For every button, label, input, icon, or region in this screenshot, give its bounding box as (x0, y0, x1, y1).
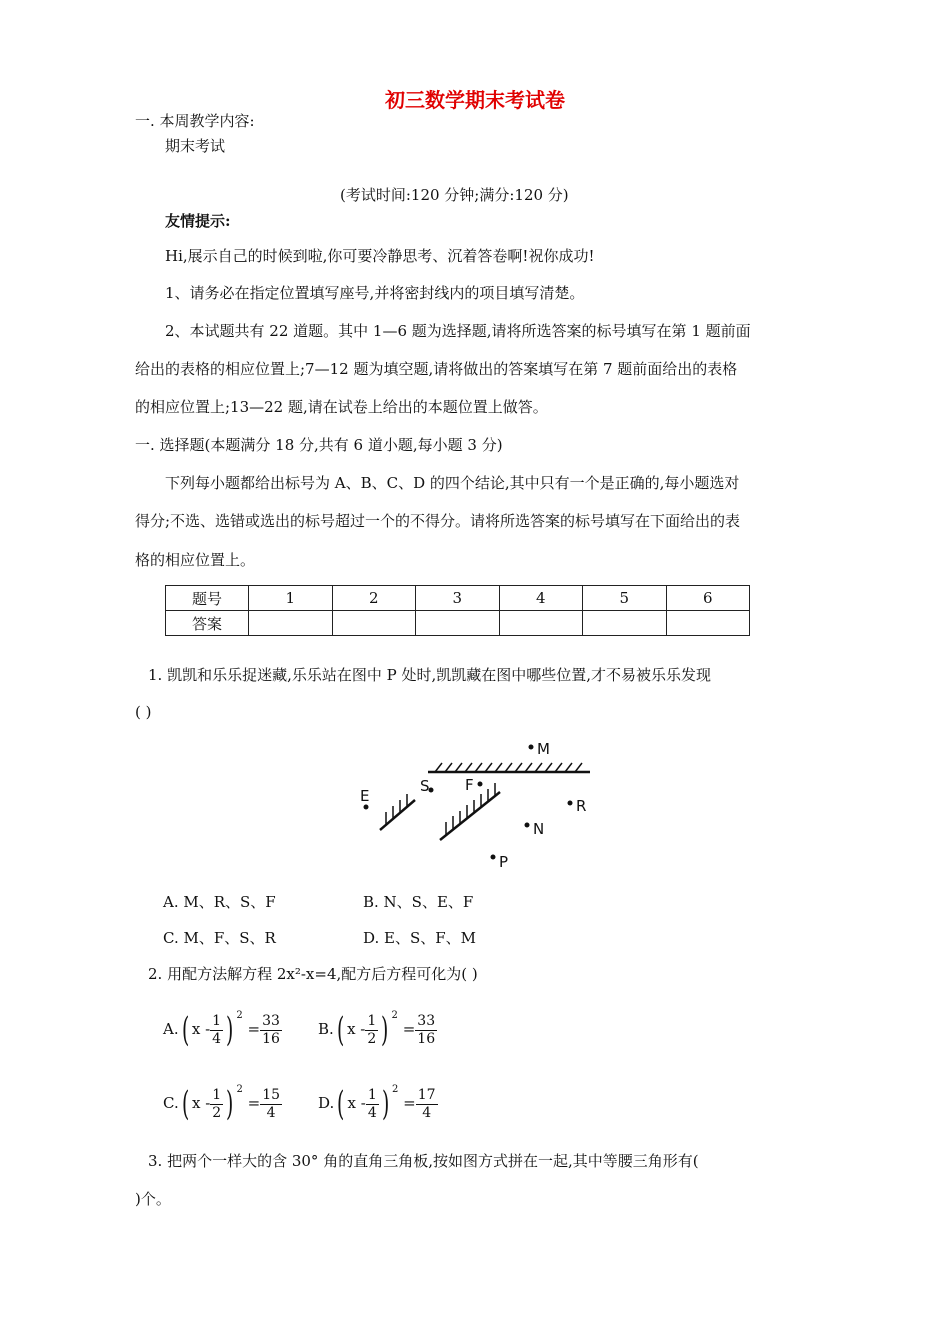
point-label: P (499, 853, 509, 871)
section-heading: 一. 选择题(本题满分 18 分,共有 6 道小题,每小题 3 分) (135, 436, 503, 454)
paren: ) (226, 1084, 234, 1124)
page-title: 初三数学期末考试卷 (385, 88, 565, 112)
intro-heading: 一. 本周教学内容: (135, 112, 255, 130)
answer-cell[interactable] (332, 611, 416, 636)
table-row (166, 611, 750, 636)
table-row (166, 586, 750, 611)
expr: x - (347, 1020, 366, 1038)
option-label: D. (318, 1094, 335, 1112)
point-label: S (420, 777, 430, 795)
fraction: $\frac{1}{4}$ (367, 1086, 377, 1121)
paren: ( (181, 1010, 189, 1050)
answer-cell[interactable] (249, 611, 333, 636)
paren: ) (226, 1010, 234, 1050)
option-label: C. (163, 1094, 179, 1112)
tips-line: 2、本试题共有 22 道题。其中 1—6 题为选择题,请将所选答案的标号填写在第 1 题前面 (165, 322, 751, 340)
fraction: $\frac{1}{4}$ (212, 1012, 222, 1047)
table-cell: 6 (666, 586, 750, 611)
expr: x - (191, 1094, 211, 1112)
position-points (364, 745, 573, 860)
hide-and-seek-figure (340, 730, 610, 880)
tips-line: Hi,展示自己的时候到啦,你可要冷静思考、沉着答卷啊!祝你成功! (165, 247, 595, 265)
point-label: M (537, 740, 550, 758)
question-3-text: )个。 (135, 1190, 171, 1208)
tips-line: 给出的表格的相应位置上;7—12 题为填空题,请将做出的答案填写在第 7 题前面给出的表格 (135, 360, 738, 378)
equals: = (402, 1020, 416, 1038)
fraction: $\frac{17}{4}$ (417, 1086, 436, 1121)
answer-cell[interactable] (583, 611, 667, 636)
fraction: $\frac{15}{4}$ (262, 1086, 281, 1121)
fraction: $\frac{33}{16}$ (417, 1012, 436, 1047)
answer-cell[interactable] (499, 611, 583, 636)
exponent: 2 (236, 1084, 243, 1095)
answer-table (165, 585, 750, 636)
table-cell: 1 (249, 586, 333, 611)
expr: x - (347, 1094, 366, 1112)
option-a[interactable]: A. M、R、S、F (163, 893, 276, 911)
section-desc: 下列每小题都给出标号为 A、B、C、D 的四个结论,其中只有一个是正确的,每小题选对 (165, 474, 740, 492)
question-1-text: 1. 凯凯和乐乐捉迷藏,乐乐站在图中 P 处时,凯凯藏在图中哪些位置,才不易被乐乐发现 (148, 666, 712, 684)
option-c[interactable] (163, 1084, 282, 1124)
paren: ) (381, 1084, 390, 1124)
section-desc: 格的相应位置上。 (135, 551, 256, 569)
point-label: R (576, 797, 587, 815)
option-b[interactable]: B. N、S、E、F (363, 893, 474, 911)
table-cell: 2 (332, 586, 416, 611)
option-c[interactable]: C. M、F、S、R (163, 929, 276, 947)
intro-content: 期末考试 (165, 137, 226, 155)
exam-info: (考试时间:120 分钟;满分:120 分) (340, 186, 569, 204)
question-1-bracket: ( ) (135, 703, 152, 721)
point-label: F (465, 776, 474, 794)
paren: ( (337, 1084, 345, 1124)
table-cell: 3 (416, 586, 500, 611)
tips-heading: 友情提示: (165, 212, 231, 230)
option-d[interactable]: D. E、S、F、M (363, 929, 477, 947)
option-label: A. (163, 1020, 179, 1038)
option-a[interactable] (163, 1010, 282, 1050)
section-desc: 得分;不选、选错或选出的标号超过一个的不得分。请将所选答案的标号填写在下面给出的表 (135, 512, 741, 530)
paren: ( (336, 1010, 345, 1050)
table-cell: 4 (499, 586, 583, 611)
exponent: 2 (391, 1010, 398, 1021)
question-3-text: 3. 把两个一样大的含 30° 角的直角三角板,按如图方式拼在一起,其中等腰三角形有( (148, 1152, 699, 1170)
table-header-cell: 题号 (166, 586, 249, 611)
tips-line: 1、请务必在指定位置填写座号,并将密封线内的项目填写清楚。 (165, 284, 585, 302)
point-label: N (533, 820, 545, 838)
option-label: B. (318, 1020, 334, 1038)
wall-middle (440, 792, 500, 840)
table-cell: 5 (583, 586, 667, 611)
exponent: 2 (392, 1084, 399, 1095)
answer-cell[interactable] (666, 611, 750, 636)
paren: ) (381, 1010, 389, 1050)
answer-cell[interactable] (416, 611, 500, 636)
equals: = (247, 1020, 261, 1038)
tips-line: 的相应位置上;13—22 题,请在试卷上给出的本题位置上做答。 (135, 398, 548, 416)
paren: ( (181, 1084, 189, 1124)
exponent: 2 (236, 1010, 243, 1021)
question-2-text: 2. 用配方法解方程 2x²-x=4,配方后方程可化为( ) (148, 965, 478, 983)
point-label: E (360, 787, 370, 805)
wall-hatching (386, 763, 582, 835)
equals: = (247, 1094, 261, 1112)
option-d[interactable] (318, 1084, 438, 1124)
fraction: $\frac{33}{16}$ (262, 1012, 280, 1047)
fraction: $\frac{1}{2}$ (367, 1012, 377, 1047)
table-header-cell: 答案 (166, 611, 249, 636)
option-b[interactable] (318, 1010, 437, 1050)
fraction: $\frac{1}{2}$ (212, 1086, 222, 1121)
equals: = (403, 1094, 416, 1112)
expr: x - (191, 1020, 211, 1038)
